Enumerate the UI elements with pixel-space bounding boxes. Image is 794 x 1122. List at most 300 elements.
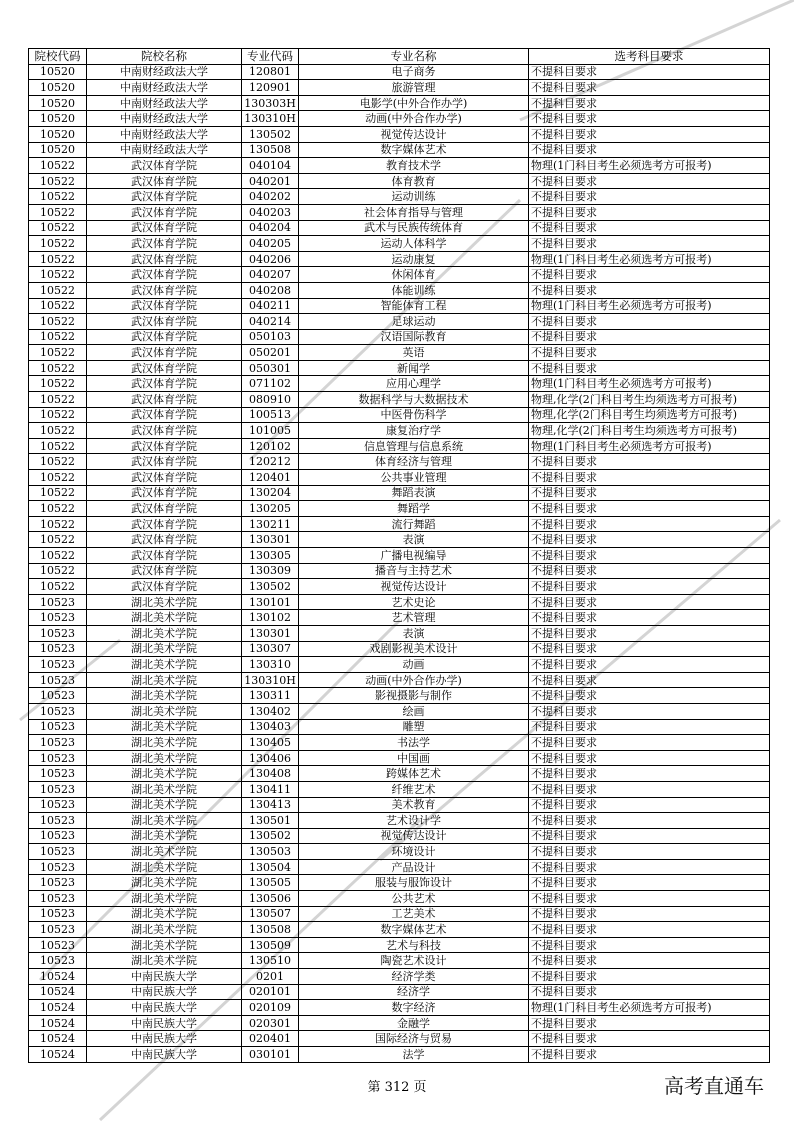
- table-row: [29, 423, 770, 439]
- school-name-cell: 湖北美术学院: [87, 688, 242, 704]
- major-code-cell: 130502: [242, 828, 299, 844]
- subject-requirement-cell: 不提科目要求: [529, 766, 770, 782]
- school-name-cell: 武汉体育学院: [87, 220, 242, 236]
- major-code-cell: 130408: [242, 766, 299, 782]
- major-code-cell: 120102: [242, 438, 299, 454]
- major-name-cell: 国际经济与贸易: [299, 1031, 529, 1047]
- table-row: [29, 672, 770, 688]
- major-code-cell: 040208: [242, 282, 299, 298]
- school-name-cell: 武汉体育学院: [87, 189, 242, 205]
- major-name-cell: 视觉传达设计: [299, 828, 529, 844]
- subject-requirement-cell: 不提科目要求: [529, 267, 770, 283]
- school-name-cell: 武汉体育学院: [87, 548, 242, 564]
- school-code-cell: 10523: [29, 813, 87, 829]
- major-name-cell: 公共艺术: [299, 891, 529, 907]
- table-row: [29, 516, 770, 532]
- major-name-cell: 社会体育指导与管理: [299, 204, 529, 220]
- school-name-cell: 湖北美术学院: [87, 891, 242, 907]
- subject-requirement-cell: 不提科目要求: [529, 236, 770, 252]
- school-name-cell: 湖北美术学院: [87, 906, 242, 922]
- subject-requirement-cell: 不提科目要求: [529, 579, 770, 595]
- major-code-cell: 130309: [242, 563, 299, 579]
- table-row: [29, 688, 770, 704]
- subject-requirement-cell: 不提科目要求: [529, 1015, 770, 1031]
- major-name-cell: 教育技术学: [299, 158, 529, 174]
- school-code-cell: 10522: [29, 251, 87, 267]
- subject-requirement-cell: 不提科目要求: [529, 657, 770, 673]
- school-code-cell: 10523: [29, 672, 87, 688]
- table-row: [29, 548, 770, 564]
- school-code-cell: 10522: [29, 298, 87, 314]
- school-name-cell: 武汉体育学院: [87, 532, 242, 548]
- subject-requirement-cell: 不提科目要求: [529, 282, 770, 298]
- school-name-cell: 湖北美术学院: [87, 828, 242, 844]
- table-row: [29, 594, 770, 610]
- major-name-cell: 工艺美术: [299, 906, 529, 922]
- school-name-cell: 武汉体育学院: [87, 345, 242, 361]
- major-code-cell: 040205: [242, 236, 299, 252]
- school-name-cell: 中南财经政法大学: [87, 80, 242, 96]
- school-code-cell: 10522: [29, 376, 87, 392]
- subject-requirement-cell: 不提科目要求: [529, 111, 770, 127]
- school-name-cell: 武汉体育学院: [87, 236, 242, 252]
- school-code-cell: 10522: [29, 282, 87, 298]
- major-name-cell: 雕塑: [299, 719, 529, 735]
- major-code-cell: 040201: [242, 173, 299, 189]
- table-row: [29, 64, 770, 80]
- major-name-cell: 表演: [299, 532, 529, 548]
- major-code-cell: 130510: [242, 953, 299, 969]
- major-code-cell: 040104: [242, 158, 299, 174]
- major-code-cell: 0201: [242, 969, 299, 985]
- school-name-cell: 湖北美术学院: [87, 859, 242, 875]
- table-row: [29, 625, 770, 641]
- table-body: [29, 64, 770, 1062]
- school-name-cell: 武汉体育学院: [87, 470, 242, 486]
- school-code-cell: 10523: [29, 828, 87, 844]
- school-code-cell: 10523: [29, 891, 87, 907]
- major-code-cell: 130505: [242, 875, 299, 891]
- major-code-cell: 101005: [242, 423, 299, 439]
- school-name-cell: 中南财经政法大学: [87, 95, 242, 111]
- major-name-cell: 汉语国际教育: [299, 329, 529, 345]
- school-name-cell: 武汉体育学院: [87, 485, 242, 501]
- major-code-cell: 040214: [242, 314, 299, 330]
- school-name-cell: 武汉体育学院: [87, 360, 242, 376]
- major-name-cell: 体育教育: [299, 173, 529, 189]
- table-row: [29, 532, 770, 548]
- major-name-cell: 数字媒体艺术: [299, 922, 529, 938]
- major-name-cell: 中医骨伤科学: [299, 407, 529, 423]
- subject-requirement-cell: 不提科目要求: [529, 454, 770, 470]
- major-name-cell: 法学: [299, 1047, 529, 1063]
- table-row: [29, 906, 770, 922]
- major-name-cell: 休闲体育: [299, 267, 529, 283]
- major-requirements-table: [28, 48, 770, 1063]
- school-code-cell: 10523: [29, 797, 87, 813]
- school-code-cell: 10523: [29, 781, 87, 797]
- major-code-cell: 120801: [242, 64, 299, 80]
- subject-requirement-cell: 物理(1门科目考生必须选考方可报考): [529, 1000, 770, 1016]
- subject-requirement-cell: 不提科目要求: [529, 80, 770, 96]
- table-row: [29, 501, 770, 517]
- major-name-cell: 新闻学: [299, 360, 529, 376]
- major-name-cell: 武术与民族传统体育: [299, 220, 529, 236]
- subject-requirement-cell: 不提科目要求: [529, 501, 770, 517]
- table-row: [29, 220, 770, 236]
- school-name-cell: 湖北美术学院: [87, 797, 242, 813]
- table-row: [29, 95, 770, 111]
- table-row: [29, 1000, 770, 1016]
- major-name-cell: 足球运动: [299, 314, 529, 330]
- table-row: [29, 781, 770, 797]
- school-code-cell: 10520: [29, 111, 87, 127]
- major-code-cell: 130310: [242, 657, 299, 673]
- subject-requirement-cell: 物理(1门科目考生必须选考方可报考): [529, 376, 770, 392]
- school-name-cell: 武汉体育学院: [87, 267, 242, 283]
- major-code-cell: 030101: [242, 1047, 299, 1063]
- table-row: [29, 969, 770, 985]
- school-name-cell: 中南民族大学: [87, 1047, 242, 1063]
- subject-requirement-cell: 物理(1门科目考生必须选考方可报考): [529, 298, 770, 314]
- subject-requirement-cell: 不提科目要求: [529, 797, 770, 813]
- subject-requirement-cell: 不提科目要求: [529, 345, 770, 361]
- major-code-cell: 130307: [242, 641, 299, 657]
- school-name-cell: 中南财经政法大学: [87, 64, 242, 80]
- school-code-cell: 10524: [29, 969, 87, 985]
- major-code-cell: 120901: [242, 80, 299, 96]
- major-code-cell: 020301: [242, 1015, 299, 1031]
- major-code-cell: 071102: [242, 376, 299, 392]
- major-code-cell: 130507: [242, 906, 299, 922]
- school-name-cell: 湖北美术学院: [87, 766, 242, 782]
- subject-requirement-cell: 不提科目要求: [529, 641, 770, 657]
- major-name-cell: 公共事业管理: [299, 470, 529, 486]
- table-row: [29, 1031, 770, 1047]
- school-name-cell: 中南民族大学: [87, 1015, 242, 1031]
- school-name-cell: 中南财经政法大学: [87, 142, 242, 158]
- school-code-cell: 10522: [29, 360, 87, 376]
- major-code-cell: 130311: [242, 688, 299, 704]
- subject-requirement-cell: 不提科目要求: [529, 329, 770, 345]
- subject-requirement-cell: 物理(1门科目考生必须选考方可报考): [529, 251, 770, 267]
- school-code-cell: 10523: [29, 641, 87, 657]
- table-row: [29, 251, 770, 267]
- brand-watermark-text: 高考直通车: [664, 1074, 764, 1098]
- school-name-cell: 武汉体育学院: [87, 204, 242, 220]
- table-row: [29, 813, 770, 829]
- subject-requirement-cell: 不提科目要求: [529, 750, 770, 766]
- school-name-cell: 湖北美术学院: [87, 625, 242, 641]
- table-row: [29, 204, 770, 220]
- major-code-cell: 130504: [242, 859, 299, 875]
- subject-requirement-cell: 不提科目要求: [529, 516, 770, 532]
- table-row: [29, 641, 770, 657]
- table-row: [29, 579, 770, 595]
- major-code-cell: 130310H: [242, 672, 299, 688]
- major-name-cell: 智能体育工程: [299, 298, 529, 314]
- subject-requirement-cell: 物理(1门科目考生必须选考方可报考): [529, 438, 770, 454]
- subject-requirement-cell: 物理,化学(2门科目考生均须选考方可报考): [529, 423, 770, 439]
- school-code-cell: 10523: [29, 750, 87, 766]
- table-row: [29, 563, 770, 579]
- major-code-cell: 130509: [242, 937, 299, 953]
- subject-requirement-cell: 不提科目要求: [529, 548, 770, 564]
- major-name-cell: 数据科学与大数据技术: [299, 392, 529, 408]
- school-code-cell: 10524: [29, 1031, 87, 1047]
- table-row: [29, 158, 770, 174]
- major-code-cell: 040207: [242, 267, 299, 283]
- school-name-cell: 湖北美术学院: [87, 657, 242, 673]
- school-code-cell: 10524: [29, 984, 87, 1000]
- subject-requirement-cell: 不提科目要求: [529, 984, 770, 1000]
- table-row: [29, 922, 770, 938]
- subject-requirement-cell: 不提科目要求: [529, 314, 770, 330]
- major-name-cell: 广播电视编导: [299, 548, 529, 564]
- school-name-cell: 武汉体育学院: [87, 251, 242, 267]
- major-name-cell: 艺术与科技: [299, 937, 529, 953]
- major-name-cell: 舞蹈表演: [299, 485, 529, 501]
- school-code-cell: 10520: [29, 95, 87, 111]
- school-code-cell: 10520: [29, 126, 87, 142]
- major-code-cell: 040211: [242, 298, 299, 314]
- major-name-cell: 英语: [299, 345, 529, 361]
- major-name-cell: 视觉传达设计: [299, 126, 529, 142]
- major-name-cell: 电子商务: [299, 64, 529, 80]
- school-name-cell: 湖北美术学院: [87, 953, 242, 969]
- subject-requirement-cell: 物理(1门科目考生必须选考方可报考): [529, 158, 770, 174]
- table-row: [29, 1015, 770, 1031]
- subject-requirement-cell: 不提科目要求: [529, 532, 770, 548]
- header-school-name: 院校名称: [87, 49, 242, 65]
- major-name-cell: 动画(中外合作办学): [299, 111, 529, 127]
- school-code-cell: 10520: [29, 64, 87, 80]
- table-row: [29, 314, 770, 330]
- school-name-cell: 湖北美术学院: [87, 750, 242, 766]
- school-name-cell: 湖北美术学院: [87, 594, 242, 610]
- school-name-cell: 武汉体育学院: [87, 563, 242, 579]
- school-name-cell: 武汉体育学院: [87, 501, 242, 517]
- major-code-cell: 130508: [242, 922, 299, 938]
- subject-requirement-cell: 不提科目要求: [529, 891, 770, 907]
- major-name-cell: 跨媒体艺术: [299, 766, 529, 782]
- table-row: [29, 173, 770, 189]
- major-name-cell: 绘画: [299, 703, 529, 719]
- major-name-cell: 体能训练: [299, 282, 529, 298]
- subject-requirement-cell: 不提科目要求: [529, 937, 770, 953]
- table-row: [29, 360, 770, 376]
- subject-requirement-cell: 不提科目要求: [529, 470, 770, 486]
- school-code-cell: 10522: [29, 516, 87, 532]
- school-code-cell: 10522: [29, 204, 87, 220]
- school-code-cell: 10522: [29, 267, 87, 283]
- major-name-cell: 电影学(中外合作办学): [299, 95, 529, 111]
- subject-requirement-cell: 不提科目要求: [529, 813, 770, 829]
- school-code-cell: 10522: [29, 501, 87, 517]
- school-code-cell: 10522: [29, 345, 87, 361]
- major-code-cell: 130301: [242, 532, 299, 548]
- school-name-cell: 武汉体育学院: [87, 454, 242, 470]
- table-row: [29, 376, 770, 392]
- table-row: [29, 703, 770, 719]
- subject-requirement-cell: 不提科目要求: [529, 625, 770, 641]
- subject-requirement-cell: 不提科目要求: [529, 142, 770, 158]
- school-name-cell: 湖北美术学院: [87, 937, 242, 953]
- subject-requirement-cell: 不提科目要求: [529, 95, 770, 111]
- subject-requirement-cell: 不提科目要求: [529, 189, 770, 205]
- table-row: [29, 126, 770, 142]
- major-code-cell: 130301: [242, 625, 299, 641]
- table-row: [29, 766, 770, 782]
- school-code-cell: 10522: [29, 173, 87, 189]
- subject-requirement-cell: 不提科目要求: [529, 1047, 770, 1063]
- major-code-cell: 040204: [242, 220, 299, 236]
- major-name-cell: 动画: [299, 657, 529, 673]
- subject-requirement-cell: 不提科目要求: [529, 719, 770, 735]
- school-name-cell: 湖北美术学院: [87, 781, 242, 797]
- school-name-cell: 武汉体育学院: [87, 314, 242, 330]
- school-name-cell: 武汉体育学院: [87, 579, 242, 595]
- school-name-cell: 中南财经政法大学: [87, 126, 242, 142]
- subject-requirement-cell: 不提科目要求: [529, 703, 770, 719]
- school-code-cell: 10522: [29, 579, 87, 595]
- table-row: [29, 984, 770, 1000]
- subject-requirement-cell: 不提科目要求: [529, 781, 770, 797]
- school-name-cell: 湖北美术学院: [87, 641, 242, 657]
- school-name-cell: 武汉体育学院: [87, 282, 242, 298]
- school-code-cell: 10523: [29, 719, 87, 735]
- subject-requirement-cell: 不提科目要求: [529, 735, 770, 751]
- school-name-cell: 武汉体育学院: [87, 329, 242, 345]
- school-code-cell: 10522: [29, 563, 87, 579]
- school-name-cell: 中南民族大学: [87, 969, 242, 985]
- major-name-cell: 书法学: [299, 735, 529, 751]
- school-code-cell: 10522: [29, 158, 87, 174]
- school-name-cell: 湖北美术学院: [87, 672, 242, 688]
- subject-requirement-cell: 不提科目要求: [529, 922, 770, 938]
- school-code-cell: 10522: [29, 485, 87, 501]
- major-code-cell: 130501: [242, 813, 299, 829]
- school-code-cell: 10522: [29, 314, 87, 330]
- school-code-cell: 10520: [29, 80, 87, 96]
- table-row: [29, 407, 770, 423]
- major-code-cell: 040206: [242, 251, 299, 267]
- subject-requirement-cell: 不提科目要求: [529, 173, 770, 189]
- major-code-cell: 020401: [242, 1031, 299, 1047]
- major-name-cell: 运动康复: [299, 251, 529, 267]
- major-code-cell: 120401: [242, 470, 299, 486]
- major-code-cell: 130305: [242, 548, 299, 564]
- major-name-cell: 中国画: [299, 750, 529, 766]
- school-name-cell: 湖北美术学院: [87, 735, 242, 751]
- school-name-cell: 湖北美术学院: [87, 875, 242, 891]
- table-row: [29, 937, 770, 953]
- table-row: [29, 298, 770, 314]
- major-name-cell: 艺术管理: [299, 610, 529, 626]
- major-code-cell: 130102: [242, 610, 299, 626]
- table-row: [29, 953, 770, 969]
- subject-requirement-cell: 不提科目要求: [529, 953, 770, 969]
- school-code-cell: 10523: [29, 594, 87, 610]
- school-name-cell: 湖北美术学院: [87, 922, 242, 938]
- table-row: [29, 267, 770, 283]
- school-name-cell: 湖北美术学院: [87, 813, 242, 829]
- page-number: 第 312 页: [367, 1080, 427, 1095]
- major-code-cell: 130310H: [242, 111, 299, 127]
- major-code-cell: 120212: [242, 454, 299, 470]
- table-row: [29, 392, 770, 408]
- subject-requirement-cell: 不提科目要求: [529, 1031, 770, 1047]
- major-code-cell: 050103: [242, 329, 299, 345]
- school-name-cell: 武汉体育学院: [87, 173, 242, 189]
- table-row: [29, 189, 770, 205]
- table-row: [29, 80, 770, 96]
- school-code-cell: 10522: [29, 548, 87, 564]
- major-code-cell: 130406: [242, 750, 299, 766]
- school-code-cell: 10522: [29, 220, 87, 236]
- subject-requirement-cell: 物理,化学(2门科目考生均须选考方可报考): [529, 407, 770, 423]
- school-code-cell: 10524: [29, 1015, 87, 1031]
- major-code-cell: 130204: [242, 485, 299, 501]
- major-name-cell: 康复治疗学: [299, 423, 529, 439]
- major-code-cell: 130502: [242, 579, 299, 595]
- major-name-cell: 体育经济与管理: [299, 454, 529, 470]
- major-code-cell: 130508: [242, 142, 299, 158]
- major-name-cell: 纤维艺术: [299, 781, 529, 797]
- table-row: [29, 329, 770, 345]
- school-name-cell: 湖北美术学院: [87, 844, 242, 860]
- school-name-cell: 武汉体育学院: [87, 376, 242, 392]
- major-name-cell: 戏剧影视美术设计: [299, 641, 529, 657]
- subject-requirement-cell: 不提科目要求: [529, 204, 770, 220]
- subject-requirement-cell: 不提科目要求: [529, 844, 770, 860]
- major-name-cell: 服装与服饰设计: [299, 875, 529, 891]
- school-name-cell: 中南民族大学: [87, 984, 242, 1000]
- major-name-cell: 艺术史论: [299, 594, 529, 610]
- major-name-cell: 陶瓷艺术设计: [299, 953, 529, 969]
- major-name-cell: 舞蹈学: [299, 501, 529, 517]
- subject-requirement-cell: 不提科目要求: [529, 672, 770, 688]
- school-name-cell: 武汉体育学院: [87, 407, 242, 423]
- school-code-cell: 10522: [29, 532, 87, 548]
- major-name-cell: 数字经济: [299, 1000, 529, 1016]
- major-code-cell: 130411: [242, 781, 299, 797]
- major-name-cell: 信息管理与信息系统: [299, 438, 529, 454]
- major-name-cell: 环境设计: [299, 844, 529, 860]
- subject-requirement-cell: 不提科目要求: [529, 485, 770, 501]
- header-major-code: 专业代码: [242, 49, 299, 65]
- school-code-cell: 10523: [29, 922, 87, 938]
- school-code-cell: 10523: [29, 625, 87, 641]
- header-major-name: 专业名称: [299, 49, 529, 65]
- major-code-cell: 130205: [242, 501, 299, 517]
- table-row: [29, 142, 770, 158]
- major-code-cell: 130506: [242, 891, 299, 907]
- major-code-cell: 130211: [242, 516, 299, 532]
- subject-requirement-cell: 不提科目要求: [529, 126, 770, 142]
- major-code-cell: 130502: [242, 126, 299, 142]
- major-code-cell: 050301: [242, 360, 299, 376]
- major-name-cell: 艺术设计学: [299, 813, 529, 829]
- major-code-cell: 040202: [242, 189, 299, 205]
- major-name-cell: 应用心理学: [299, 376, 529, 392]
- major-name-cell: 数字媒体艺术: [299, 142, 529, 158]
- subject-requirement-cell: 不提科目要求: [529, 688, 770, 704]
- table-row: [29, 797, 770, 813]
- subject-requirement-cell: 不提科目要求: [529, 563, 770, 579]
- major-code-cell: 130503: [242, 844, 299, 860]
- school-code-cell: 10523: [29, 657, 87, 673]
